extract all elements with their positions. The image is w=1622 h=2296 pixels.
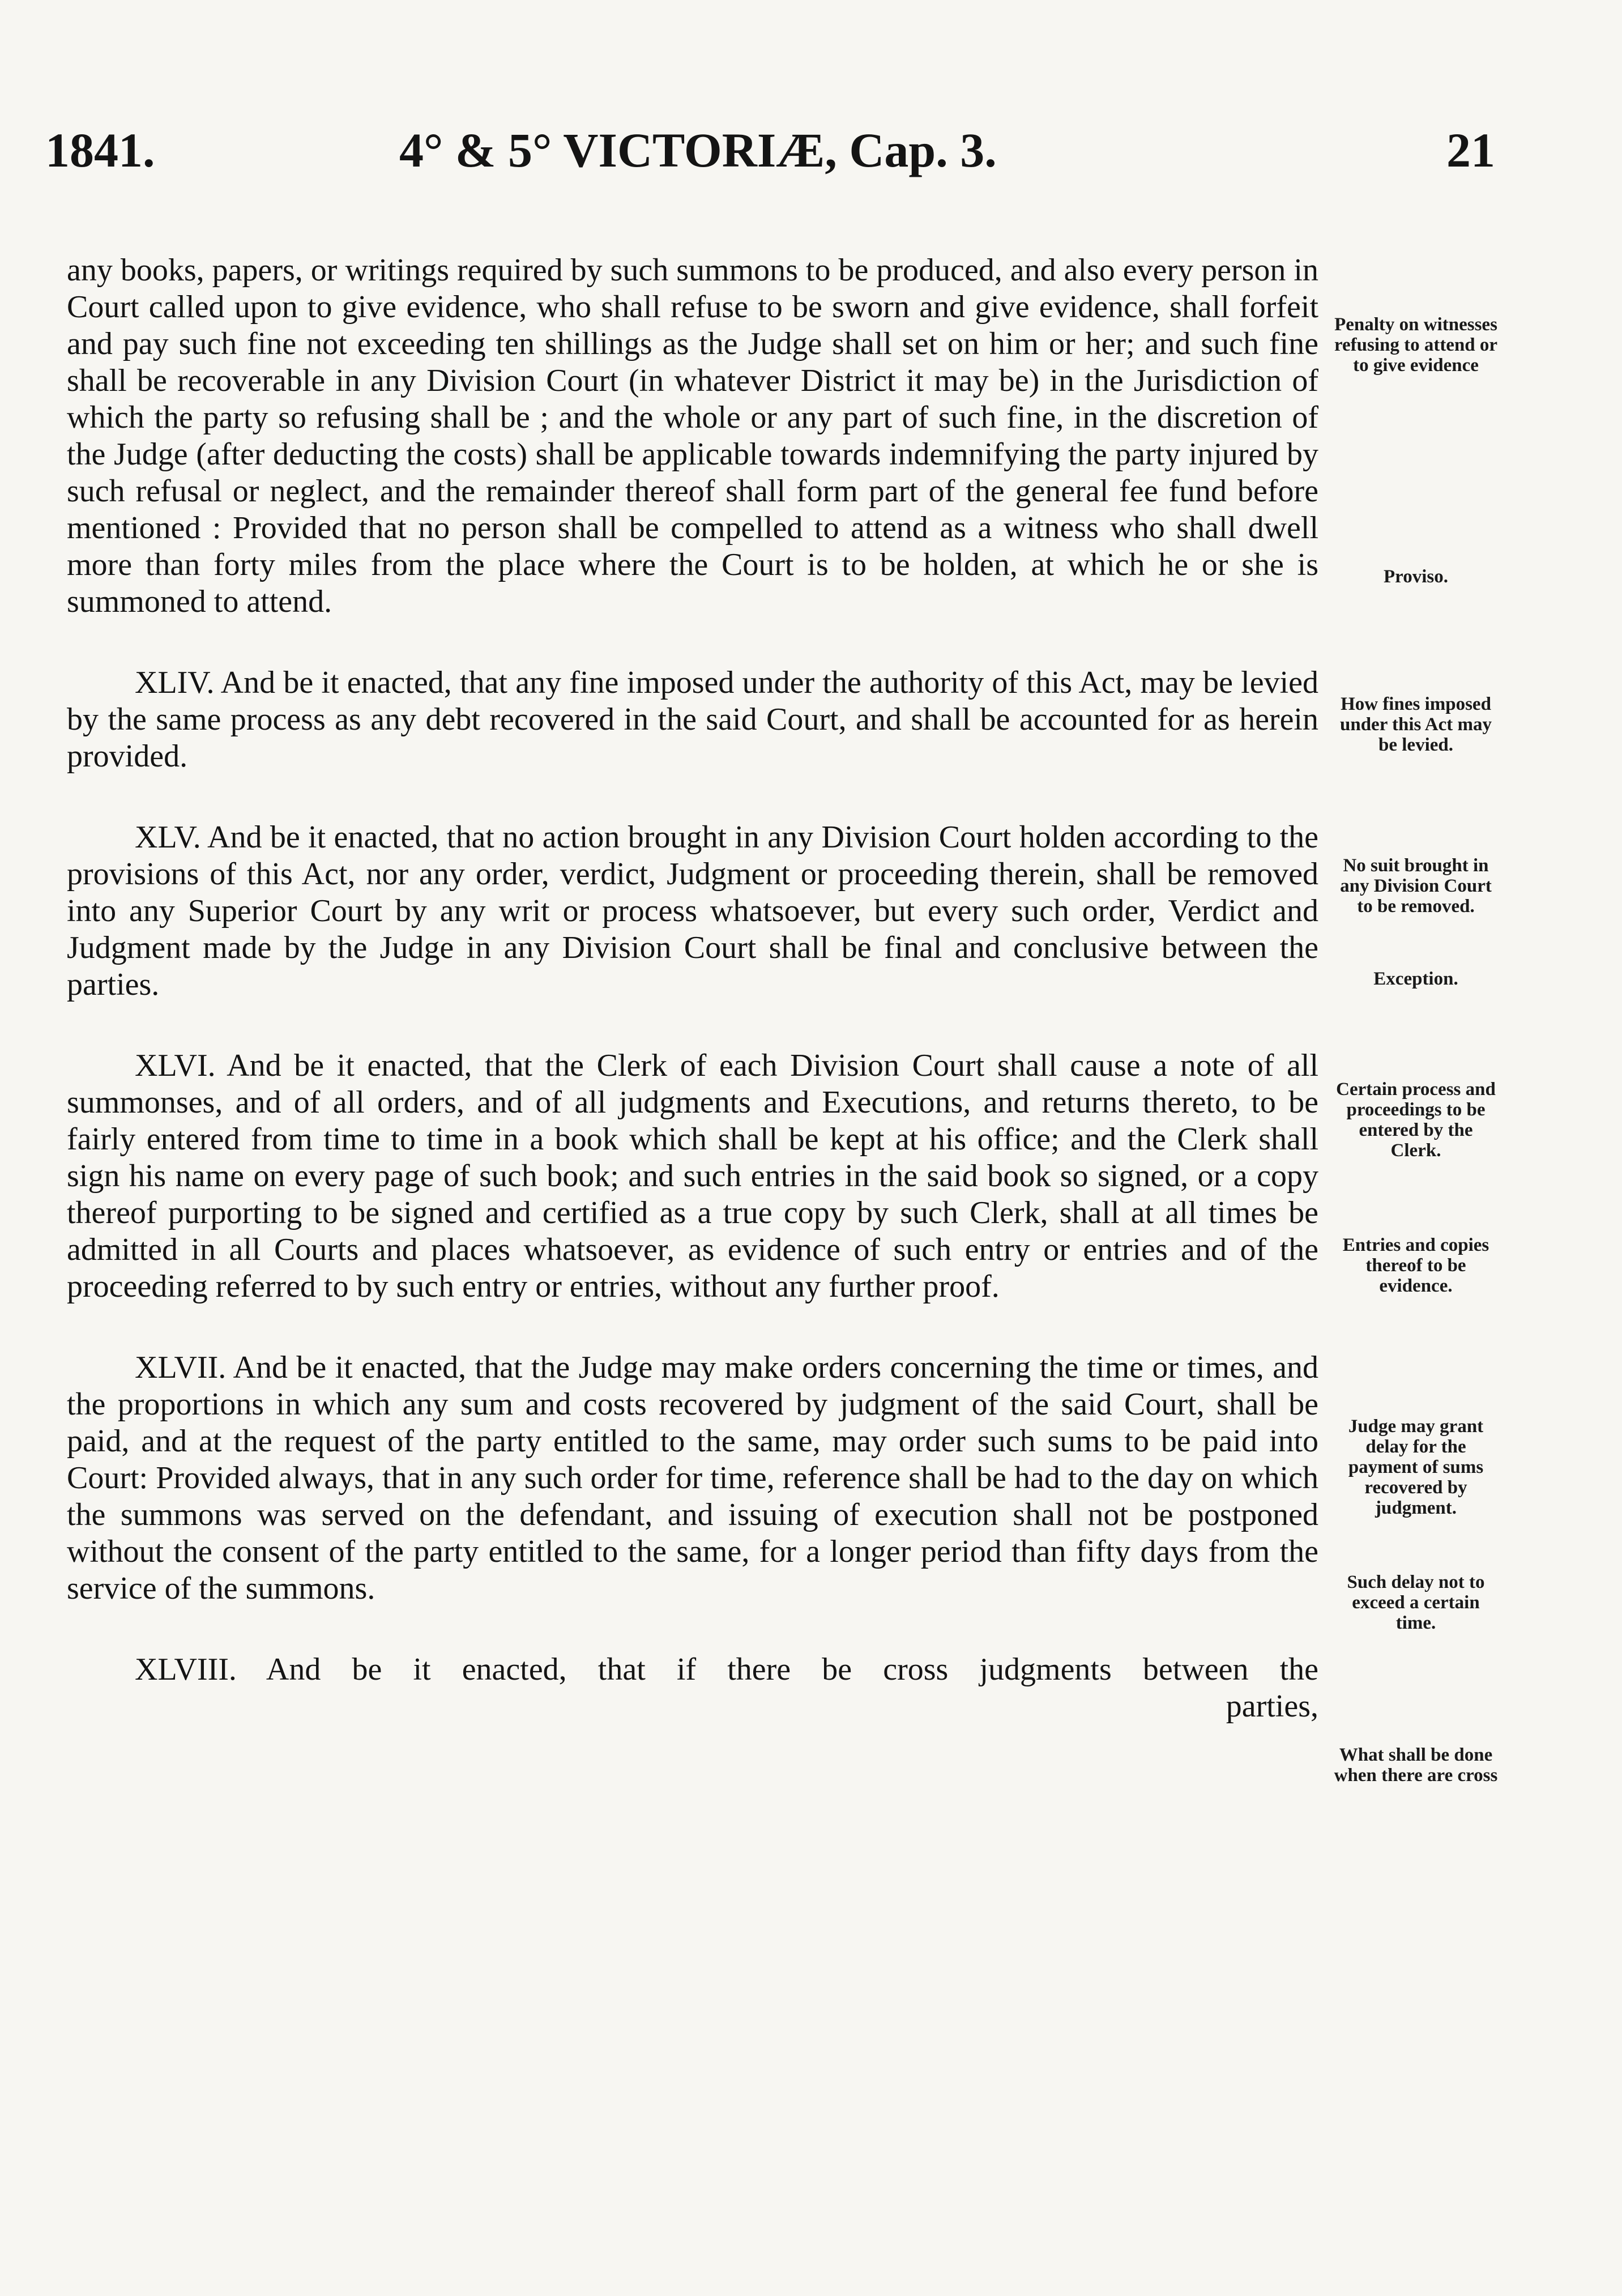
margin-note-certain-process: Certain process and proceedings to be entered by the Clerk.: [1336, 1079, 1496, 1161]
margin-note-penalty: Penalty on witnesses refusing to attend or to give evidence: [1334, 314, 1498, 376]
margin-note-no-suit: No suit brought in any Division Court to be removed.: [1340, 855, 1492, 917]
margin-note-entries: Entries and copies thereof to be evidence.: [1342, 1235, 1489, 1296]
section-xlvii: XLVII. And be it enacted, that the Judge may make orders concerning the time or times, and the proportions in which any sum and costs recovered by judgment of the said Court, shall be paid, and at the request of the party entitled to the same, may order such sums to be paid into Court: Provided always, that in any such order for time, reference shall be had to the day on which the summons was served on the defendant, and issuing of execution shall not be postponed without the consent of the party entitled to the same, for a longer period than fifty days from the service of the summons.: [67, 1350, 1318, 1606]
page-header: [45, 122, 1495, 184]
margin-note-what-shall: What shall be done when there are cross: [1334, 1745, 1498, 1786]
section-xlv: XLV. And be it enacted, that no action brought in any Division Court holden according to the provisions of this Act, nor any order, verdict, Judgment or proceeding therein, shall be removed into any Superior Court by any writ or process whatsoever, but every such order, Verdict and Judgment made by the Judge in any Division Court shall be final and conclusive between the parties.: [67, 820, 1318, 1002]
header-year: 1841.: [45, 123, 155, 177]
section-xlviii-lead: XLVIII. And be it enacted, that if there be cross judgments between the: [135, 1652, 1318, 1687]
header-title: 4° & 5° VICTORIÆ, Cap. 3.: [399, 123, 997, 177]
body-text: [67, 252, 1318, 1769]
paragraph-continued: any books, papers, or writings required by such summons to be produced, and also every person in Court called upon to give evidence, who shall refuse to be sworn and give evidence, shall forfeit and pay such fine not exceeding ten shillings as the Judge shall set on him or her; and such fine shall be recoverable in any Division Court (in whatever District it may be) in the Jurisdiction of which the party so refusing shall be ; and the whole or any part of such fine, in the discretion of the Judge (after deducting the costs) shall be applicable towards indemnifying the party injured by such refusal or neglect, and the remainder thereof shall form part of the general fee fund before mentioned : Provided that no person shall be compelled to attend as a witness who shall dwell more than forty miles from the place where the Court is to be holden, at which he or she is summoned to attend.: [67, 253, 1318, 619]
section-xlvi: XLVI. And be it enacted, that the Clerk of each Division Court shall cause a note of all summonses, and of all orders, and of all judgments and Executions, and returns thereto, to be fairly entered from time to time in a book which shall be kept at his office; and the Clerk shall sign his name on every page of such book; and such entries in the said book so signed, or a copy thereof purporting to be signed and certified as a true copy by such Clerk, shall at all times be admitted in all Courts and places whatsoever, as evidence of such entry or entries and of the proceeding referred to by such entry or entries, without any further proof.: [67, 1048, 1318, 1304]
margin-note-such-delay: Such delay not to exceed a certain time.: [1347, 1572, 1485, 1633]
margin-note-exception: Exception.: [1373, 969, 1458, 989]
section-xliv: XLIV. And be it enacted, that any fine imposed under the authority of this Act, may be levied by the same process as any debt recovered in the said Court, and shall be accounted for as herein provided.: [67, 665, 1318, 774]
margin-note-proviso: Proviso.: [1384, 566, 1448, 587]
page-number: 21: [1446, 123, 1495, 177]
margin-note-judge-delay: Judge may grant delay for the payment of sums recovered by judgment.: [1348, 1416, 1484, 1518]
catchword: parties,: [1226, 1689, 1318, 1724]
margin-note-fines: How fines imposed under this Act may be levied.: [1340, 694, 1492, 755]
section-xlviii: [67, 1651, 1318, 1725]
